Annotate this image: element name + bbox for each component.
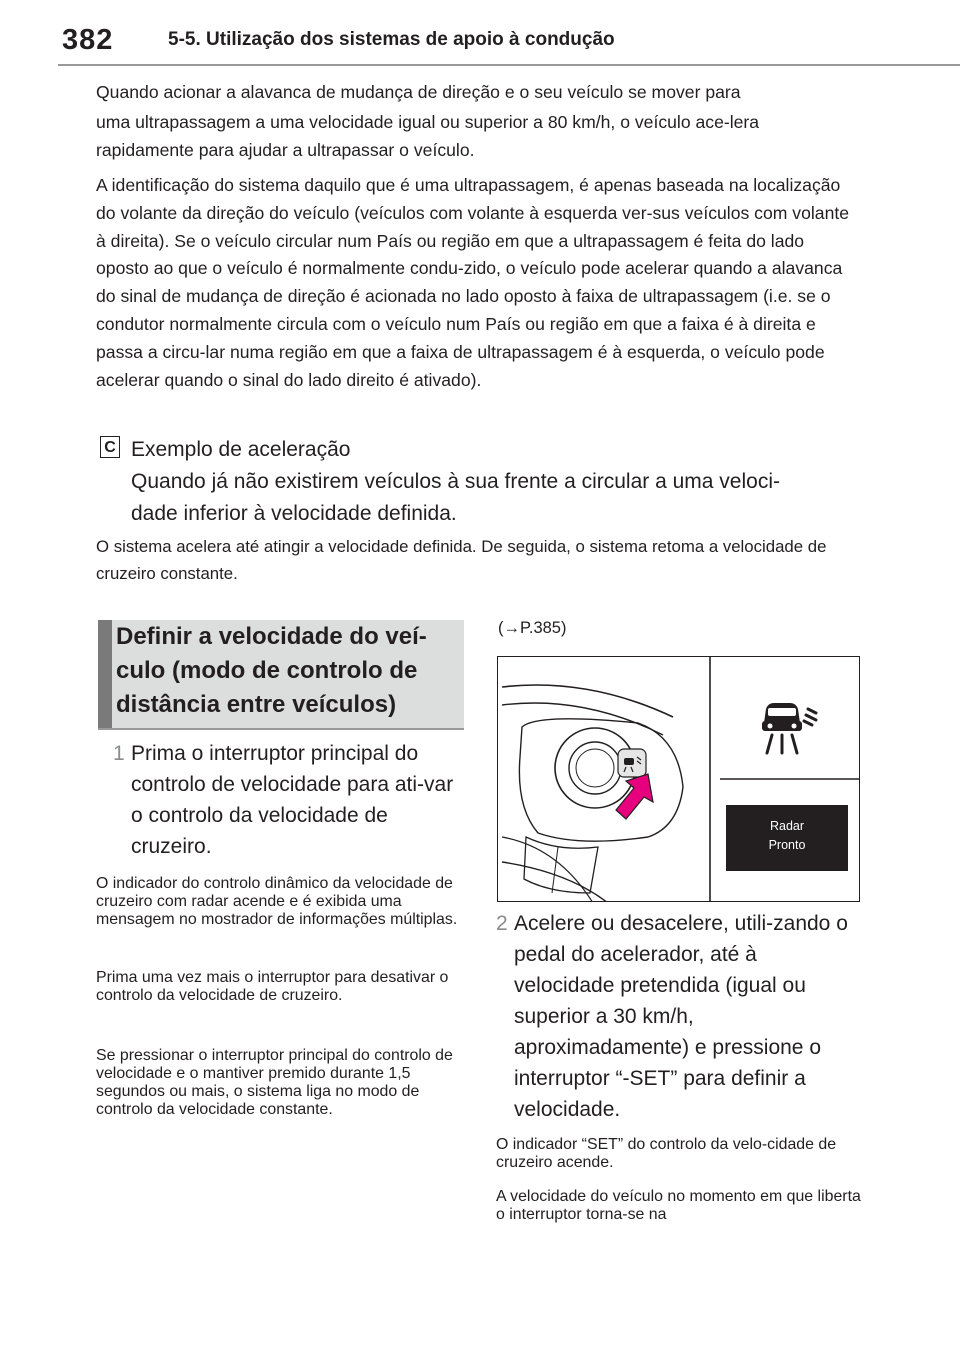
example-heading bbox=[131, 434, 861, 530]
step-1-text: Prima o interruptor principal do controlo de velocidade para ati-var o controlo da velocidade de cruzeiro. bbox=[131, 742, 454, 858]
section-heading-rule bbox=[98, 728, 464, 730]
example-badge: C bbox=[100, 436, 120, 458]
page-reference: (→P.385) bbox=[498, 619, 567, 637]
intro-paragraph-1-first-line: Quando acionar a alavanca de mudança de direção e o seu veículo se mover para bbox=[96, 82, 741, 102]
steering-switch-figure bbox=[497, 656, 860, 902]
press-arrow-icon bbox=[616, 774, 653, 819]
section-title: 5-5. Utilização dos sistemas de apoio à condução bbox=[168, 29, 615, 50]
radar-ready-line-2: Pronto bbox=[768, 838, 806, 852]
step-1-note-2: Prima uma vez mais o interruptor para desativar o controlo da velocidade de cruzeiro. bbox=[96, 969, 449, 1004]
example-line-2: Quando já não existirem veículos à sua frente a circular a uma veloci- bbox=[131, 470, 780, 493]
intro-paragraph-1-rest: uma ultrapassagem a uma velocidade igual ou superior a 80 km/h, o veículo ace-lera rapidamente para ajudar a ultrapassar o veículo. bbox=[96, 112, 760, 160]
intro-paragraph-2: A identificação do sistema daquilo que é uma ultrapassagem, é apenas baseada na localização do volante da direção do veículo (veículos com volante à esquerda ver-sus veículos com volante à direita). Se o veículo circular num País ou região em que a ultrapassagem é feita do lado oposto ao que o veículo é normalmente condu-zido, o veículo pode acelerar quando a alavanca do sinal de mudança de direção é acionada no lado oposto à faixa de ultrapassagem (i.e. se o condutor normalmente circula com o veículo num País ou região em que a faixa é à direita e passa a circu-lar numa região em que a faixa de ultrapassagem é à esquerda, o veículo pode acelerar quando o sinal do lado direito é ativado). bbox=[96, 175, 850, 390]
step-1-number: 1 bbox=[113, 742, 125, 765]
page-header bbox=[58, 20, 960, 66]
step-2-text: Acelere ou desacelere, utili-zando o pedal do acelerador, até à velocidade pretendida (igual ou superior a 30 km/h, aproximadamente) e pressione o interruptor “-SET” para definir a velocidade. bbox=[514, 912, 848, 1121]
radar-cruise-icon bbox=[762, 703, 816, 753]
radar-ready-line-1: Radar bbox=[769, 819, 805, 833]
example-title: Exemplo de aceleração bbox=[131, 438, 351, 461]
step-1-note-1: O indicador do controlo dinâmico da velocidade de cruzeiro com radar acende e é exibida uma mensagem no mostrador de informações múltiplas. bbox=[96, 875, 458, 928]
step-1-note-3: Se pressionar o interruptor principal do controlo de velocidade e o mantiver premido durante 1,5 segundos ou mais, o sistema liga no modo de controlo da velocidade constante. bbox=[96, 1047, 453, 1118]
header-divider bbox=[58, 64, 960, 66]
page-number: 382 bbox=[62, 24, 114, 56]
intro-paragraph-1 bbox=[96, 77, 861, 165]
step-2-number: 2 bbox=[496, 912, 508, 935]
section-heading: Definir a velocidade do veí-culo (modo de controlo de distância entre veículos) bbox=[116, 623, 427, 718]
section-heading-accent bbox=[98, 620, 112, 728]
radar-ready-display bbox=[726, 805, 848, 871]
step-2-note-2: A velocidade do veículo no momento em que liberta o interruptor torna-se na bbox=[496, 1188, 861, 1223]
step-2-note-1: O indicador “SET” do controlo da velo-cidade de cruzeiro acende. bbox=[496, 1136, 837, 1171]
example-body: O sistema acelera até atingir a velocidade definida. De seguida, o sistema retoma a velocidade de cruzeiro constante. bbox=[96, 537, 827, 583]
example-line-3: dade inferior à velocidade definida. bbox=[131, 502, 457, 525]
